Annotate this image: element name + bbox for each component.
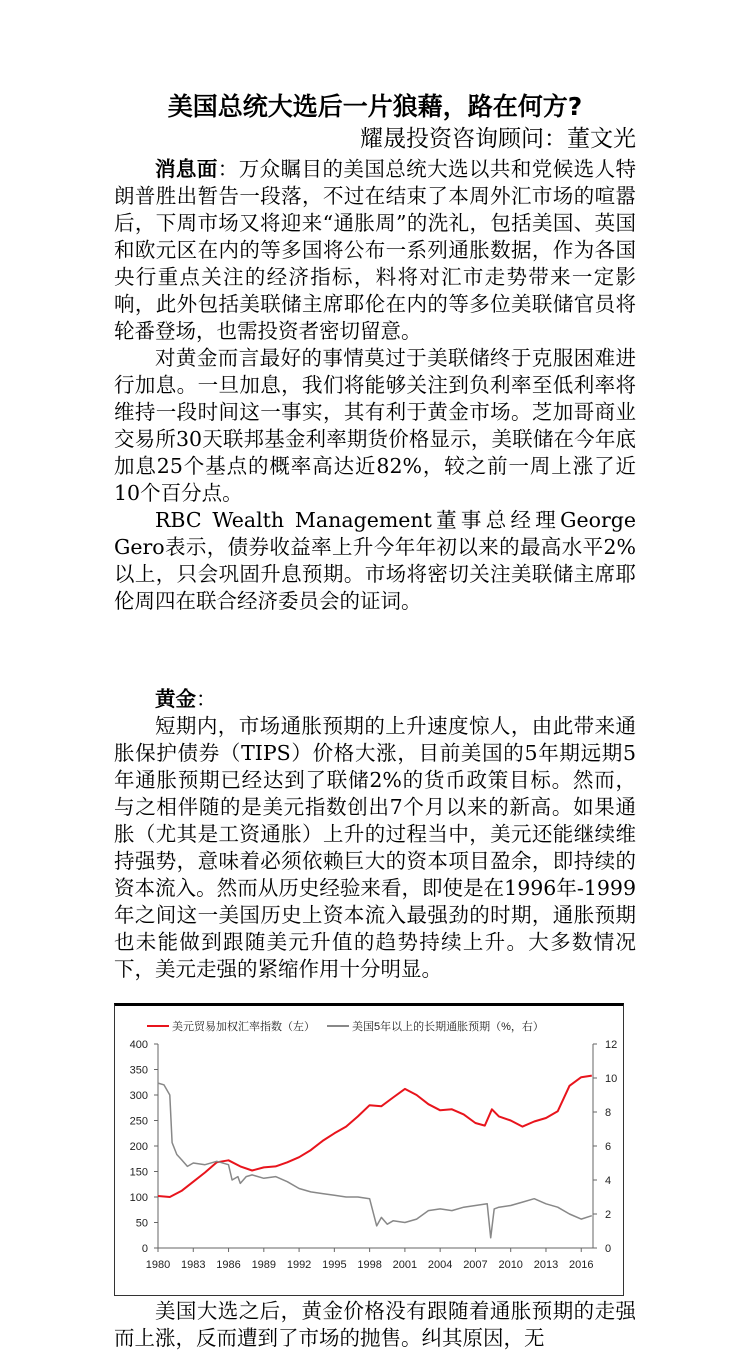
y-right-tick-label: 12 [605,1039,618,1051]
x-tick-label: 1983 [181,1259,206,1271]
y-left-tick-label: 50 [135,1217,148,1230]
y-left-tick-label: 350 [129,1064,148,1077]
section-news [114,156,636,615]
section-heading: 消息面 [155,157,218,181]
y-left-tick-label: 250 [129,1115,148,1128]
paragraph [114,156,636,345]
x-tick-label: 2013 [533,1259,559,1271]
heading-suffix: ： [196,687,217,711]
x-tick-label: 1995 [322,1259,347,1271]
section-gold [114,686,636,983]
x-tick-label: 2016 [569,1259,594,1271]
y-right-tick-label: 0 [605,1243,612,1255]
chart-frame [114,1003,624,1296]
paragraph: RBC Wealth Management董事总经理George Gero表示，债券收益率上升今年年初以来的最高水平2%以上，只会巩固升息预期。市场将密切关注美联储主席耶伦周四在联合经济委员会的证词。 [114,508,636,613]
y-left-tick-label: 0 [141,1243,148,1255]
series-line-usd-index [158,1076,592,1197]
section-tail [114,1298,636,1352]
x-tick-label: 1980 [145,1259,171,1271]
dual-axis-line-chart [115,1006,623,1296]
y-right-tick-label: 8 [605,1107,612,1119]
x-tick-label: 2007 [463,1259,488,1271]
legend-label: 美元贸易加权汇率指数（左） [172,1021,315,1033]
paragraph: 对黄金而言最好的事情莫过于美联储终于克服困难进行加息。一旦加息，我们将能够关注到负利率至低利率将维持一段时间这一事实，其有利于黄金市场。芝加哥商业交易所30天联邦基金利率期货价格显示，美联储在今年底加息25个基点的概率高达近82%，较之前一周上涨了近10个百分点。 [114,346,636,505]
y-left-tick-label: 200 [129,1141,148,1153]
y-right-tick-label: 2 [605,1209,612,1221]
x-tick-label: 1998 [357,1259,382,1271]
x-tick-label: 2010 [498,1259,523,1271]
section-heading: 黄金 [155,687,196,711]
paragraph: 短期内，市场通胀预期的上升速度惊人，由此带来通胀保护债券（TIPS）价格大涨，目前美国的5年期远期5年通胀预期已经达到了联储2%的货币政策目标。然而，与之相伴随的是美元指数创出7个月以来的新高。如果通胀（尤其是工资通胀）上升的过程当中，美元还能继续维持强势，意味着必须依赖巨大的资本项目盈余，即持续的资本流入。然而从历史经验来看，即使是在1996年-1999年之间这一美国历史上资本流入最强劲的时期，通胀预期也未能做到跟随美元升值的趋势持续上升。大多数情况下，美元走强的紧缩作用十分明显。 [114,714,636,981]
x-tick-label: 2001 [392,1259,418,1271]
paragraph: 美国大选之后，黄金价格没有跟随着通胀预期的走强而上涨，反而遭到了市场的抛售。纠其原因，无 [114,1299,636,1350]
x-tick-label: 1992 [286,1259,312,1271]
y-left-tick-label: 150 [129,1166,148,1179]
x-tick-label: 2004 [427,1259,453,1271]
y-left-tick-label: 100 [129,1192,148,1204]
y-left-tick-label: 300 [129,1090,148,1102]
legend-label: 美国5年以上的长期通胀预期（%，右） [352,1021,544,1033]
x-tick-label: 1989 [251,1259,277,1271]
y-right-tick-label: 10 [605,1073,618,1085]
section-heading-line [114,686,636,713]
article-author: 耀晟投资咨询顾问：董文光 [360,126,636,152]
paragraph-text: ：万众瞩目的美国总统大选以共和党候选人特朗普胜出暂告一段落，不过在结束了本周外汇市场的喧嚣后，下周市场又将迎来“通胀周”的洗礼，包括美国、英国和欧元区在内的等多国将公布一系列通胀数据，作为各国央行重点关注的经济指标，料将对汇市走势带来一定影响，此外包括美联储主席耶伦在内的等多位美联储官员将轮番登场，也需投资者密切留意。 [114,157,637,343]
y-right-tick-label: 4 [605,1175,612,1187]
article-title: 美国总统大选后一片狼藉，路在何方? [167,92,583,121]
x-tick-label: 1986 [216,1259,241,1271]
y-left-tick-label: 400 [129,1039,148,1051]
y-right-tick-label: 6 [605,1141,612,1153]
